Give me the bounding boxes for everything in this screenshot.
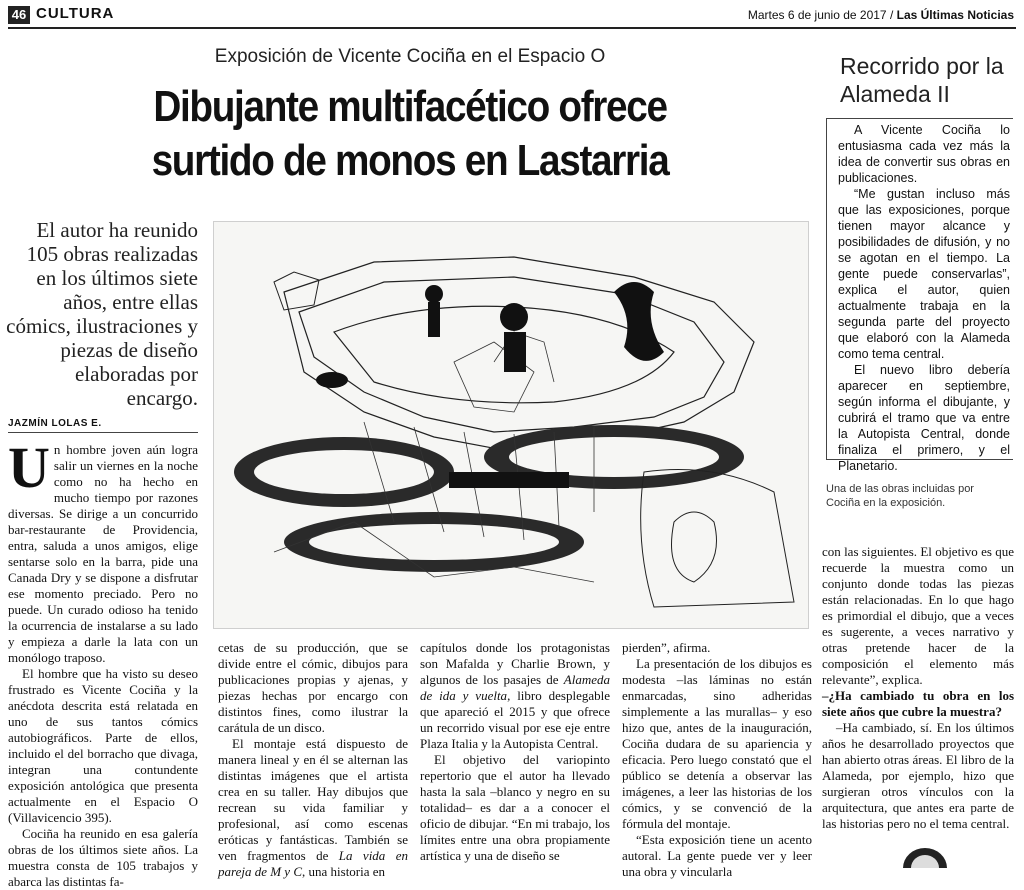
date: Martes 6 de junio de 2017 (747, 8, 887, 22)
artwork-drawing (214, 222, 808, 628)
deck: El autor ha reunido 105 obras realizadas en los últimos siete años, entre ellas cómics, ilustraciones y piezas de diseño elaboradas por encargo. (6, 218, 198, 410)
paragraph (218, 736, 408, 880)
headline-line-2: surtido de monos en Lastarria (151, 136, 669, 185)
sidebar-paragraph: A Vicente Cociña lo entusiasma cada vez más la idea de convertir sus obras en publicaciones. (838, 123, 1010, 185)
article-column-2 (218, 640, 408, 880)
byline-rule (8, 432, 198, 433)
paragraph: La presentación de los dibujos es modesta –las láminas no están enmarcadas, sino adheridas simplemente a las murallas– y eso hizo que, antes de la inauguración, Cociña dudara de su apariencia y eficacia. Pero luego constató que el público se detenía a observar las imágenes, a leer las historias de los cómics, y se convenció de la fórmula del montaje. (622, 656, 812, 831)
sidebar-title: Recorrido por la Alameda II (840, 53, 1004, 107)
article-column-5 (822, 544, 1014, 832)
paragraph: con las siguientes. El objetivo es que recuerde la muestra como un conjunto donde todas las piezas están relacionadas. En lo que hago es primordial el dibujo, que a veces es sugerente, a veces narrativo y otras pretende hacer de la composición el elemento más relevante”, explica. (822, 544, 1014, 687)
paragraph-text: , una historia en (302, 864, 386, 879)
drop-cap: U (8, 435, 50, 500)
dateline-separator: / (886, 8, 897, 22)
paragraph: cetas de su producción, que se divide entre el cómic, dibujos para publicaciones propias y ajenas, y piezas hechas por encargo con distintos fines, como ilustrar la carátula de un disco. (218, 640, 408, 735)
paragraph-text: , libro desplegable que apareció el 2015 y que ofrece un recorrido visual por ese eje entre Plaza Italia y la Autopista Central. (420, 688, 610, 751)
page-number: 46 (8, 6, 30, 24)
headline (84, 80, 735, 188)
paragraph (8, 435, 198, 666)
dateline (748, 8, 1014, 22)
sidebar-paragraph: El nuevo libro debería aparecer en septiembre, según informa el dibujante, y cubrirá el tramo que va entre la Autopista Central, donde finaliza el primero, y el Planetario. (838, 363, 1010, 473)
newspaper-name: Las Últimas Noticias (896, 8, 1014, 22)
interview-question: –¿Ha cambiado tu obra en los siete años que cubre la muestra? (822, 688, 1014, 719)
artwork-illustration (213, 221, 809, 629)
paragraph-text: n hombre joven aún logra salir un viernes en la noche como no ha hecho en mucho tiempo por razones diversas. Se dirige a un concurrido bar-restaurante de Providencia, entra, saluda a unos amigos, elige sentarse solo en la barra, pide una Canada Dry y se dispone a disfrutar ese momento preciado. Pero no puede. Un curado odioso ha tenido la ocurrencia de instalarse a su lado y empieza a darle la lata con un monólogo traposo. (8, 442, 198, 665)
headline-line-1: Dibujante multifacético ofrece (153, 82, 667, 131)
author-portrait-partial (898, 838, 952, 868)
sidebar-paragraph: “Me gustan incluso más que las exposiciones, porque tienen mayor alcance y posibilidades de difusión, y no se agotan en el tiempo. La gente puede conservarlas”, explica el autor, quien actualmente trabaja en la segunda parte del proyecto que elaboró con la Alameda como tema central. (838, 187, 1010, 361)
book-title: Alameda de ida y vuelta (420, 672, 610, 703)
article-column-1 (8, 435, 198, 890)
paragraph: pierden”, afirma. (622, 640, 711, 655)
interview-answer: –Ha cambiado, sí. En los últimos años he desarrollado proyectos que han abierto otras áreas. El libro de la Alameda, por ejemplo, hizo que surgieran otros vínculos con la arquitectura, que antes era parte de las historias pero no el tema central. (822, 720, 1014, 831)
image-caption: Una de las obras incluidas por Cociña en la exposición. (826, 483, 974, 509)
paragraph: Cociña ha reunido en esa galería obras de los últimos siete años. La muestra consta de 105 trabajos y abarca las distintas fa- (8, 826, 198, 889)
paragraph: “Esta exposición tiene un acento autoral. La gente puede ver y leer una obra y vincularla (622, 832, 812, 879)
section-label: CULTURA (36, 5, 115, 22)
article-column-3 (420, 640, 610, 864)
paragraph: El objetivo del variopinto repertorio que el autor ha llevado hasta la sala –blanco y negro en su totalidad– es dar a a conocer el oficio de dibujar. “En mi trabajo, los límites entre una obra propiamente artística y una de diseño se (420, 752, 610, 863)
paragraph-text: capítulos donde los protagonistas son Mafalda y Charlie Brown, y algunos de los pasajes de (420, 640, 610, 687)
byline: JAZMÍN LOLAS E. (8, 418, 102, 429)
paragraph-text: El montaje está dispuesto de manera lineal y en él se alternan las distintas imágenes que el artista crea en su taller. Hay dibujos que recrean su vida familiar y profesional, así como escenas eróticas y fantásticas. También se ven fragmentos de (218, 736, 408, 863)
header-rule (8, 27, 1016, 29)
comic-title: La vida en pareja de M y C (218, 848, 408, 879)
paragraph (420, 640, 610, 752)
paragraph: El hombre que ha visto su deseo frustrado es Vicente Cociña y la anécdota descrita está relatada en uno de sus tantos cómics autobiográficos. Parte de ellos, incluido el del borracho que divaga, integran una contundente exposición antológica que presenta actualmente en el Espacio O (Villavicencio 395). (8, 666, 198, 825)
kicker: Exposición de Vicente Cociña en el Espacio O (214, 46, 606, 67)
article-column-4 (622, 640, 812, 880)
sidebar-text (838, 122, 1010, 474)
